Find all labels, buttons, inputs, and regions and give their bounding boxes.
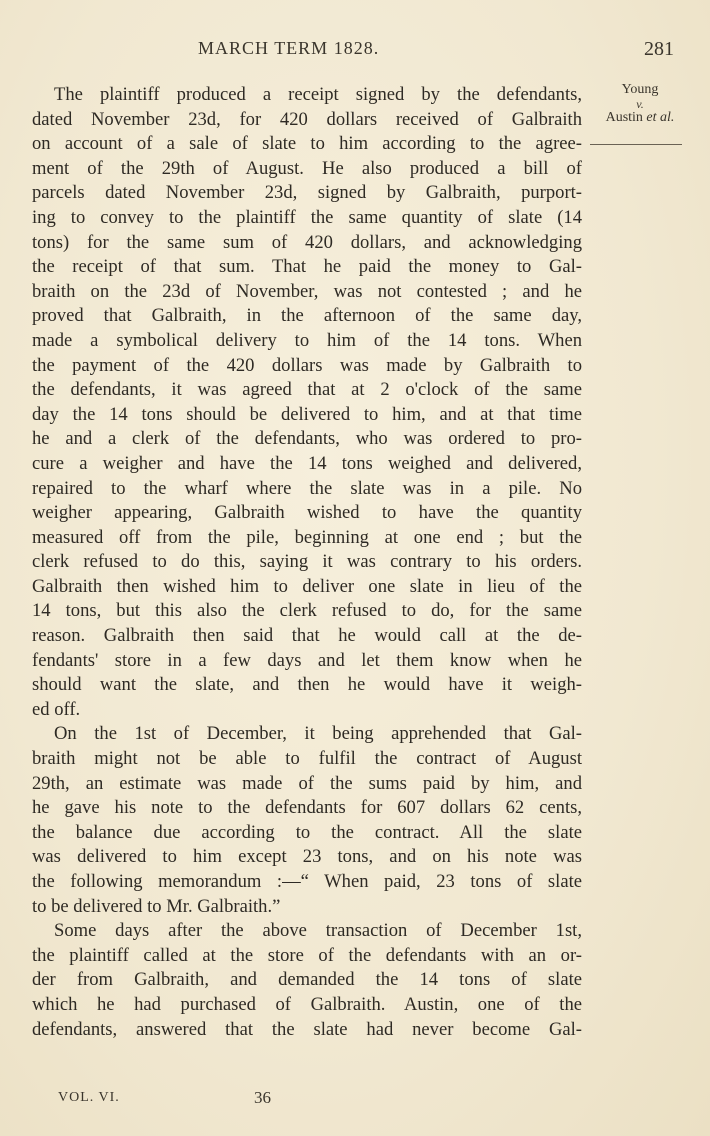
text-line: measured off from the pile, beginning at one end ; but the (32, 526, 582, 548)
text-line: On the 1st of December, it being apprehended that Gal- (54, 723, 582, 745)
text-line: made a symbolical delivery to him of the 14 tons. When (32, 329, 582, 351)
body-text (32, 83, 582, 1042)
text-line: braith might not be able to fulfil the contract of August (32, 748, 582, 770)
text-line: braith on the 23d of November, was not contested ; and he (32, 280, 582, 302)
text-line: parcels dated November 23d, signed by Galbraith, purport- (32, 182, 582, 204)
text-line: cure a weigher and have the 14 tons weighed and delivered, (32, 452, 582, 474)
text-line: the payment of the 420 dollars was made by Galbraith to (32, 354, 582, 376)
text-line: should want the slate, and then he would have it weigh- (32, 674, 582, 696)
text-line: ed off. (32, 698, 81, 720)
text-line: proved that Galbraith, in the afternoon of the same day, (32, 305, 582, 327)
paragraph (32, 919, 582, 1042)
sidenote-etal: et al. (646, 110, 675, 125)
text-line: the balance due according to the contract. All the slate (32, 821, 582, 843)
text-line: der from Galbraith, and demanded the 14 tons of slate (32, 969, 582, 991)
case-sidenote (588, 82, 692, 126)
sidenote-divider (590, 144, 682, 145)
text-line: dated November 23d, for 420 dollars received of Galbraith (32, 108, 582, 130)
text-line: was delivered to him except 23 tons, and on his note was (32, 846, 582, 868)
paragraph (32, 722, 582, 919)
text-line: 14 tons, but this also the clerk refused to do, for the same (32, 600, 582, 622)
text-line: on account of a sale of slate to him according to the agree- (32, 133, 582, 155)
text-line: repaired to the wharf where the slate was in a pile. No (32, 477, 582, 499)
text-line: defendants, answered that the slate had never become Gal- (32, 1018, 582, 1040)
volume-label: VOL. VI. (58, 1090, 120, 1105)
sidenote-plaintiff: Young (621, 82, 659, 97)
page-footer (0, 1090, 710, 1112)
text-line: Galbraith then wished him to deliver one slate in lieu of the (32, 575, 582, 597)
running-head (0, 38, 710, 64)
text-line: clerk refused to do this, saying it was contrary to his orders. (32, 551, 582, 573)
text-line: The plaintiff produced a receipt signed by the defendants, (54, 84, 582, 105)
sidenote-versus: v. (636, 97, 644, 111)
running-head-title: MARCH TERM 1828. (198, 38, 380, 58)
text-line: day the 14 tons should be delivered to him, and at that time (32, 403, 582, 425)
text-line: which he had purchased of Galbraith. Austin, one of the (32, 993, 582, 1015)
text-line: ing to convey to the plaintiff the same quantity of slate (14 (32, 206, 582, 228)
text-line: fendants' store in a few days and let them know when he (32, 649, 582, 671)
signature-mark: 36 (254, 1088, 271, 1107)
text-line: reason. Galbraith then said that he would call at the de- (32, 625, 582, 647)
text-line: the plaintiff called at the store of the defendants with an or- (32, 944, 582, 966)
text-line: ment of the 29th of August. He also produced a bill of (32, 157, 582, 179)
text-line: Some days after the above transaction of December 1st, (54, 920, 582, 942)
text-line: the following memorandum :—“ When paid, 23 tons of slate (32, 871, 582, 892)
page-number: 281 (644, 38, 674, 60)
text-line: weigher appearing, Galbraith wished to have the quantity (32, 502, 582, 524)
text-line: tons) for the same sum of 420 dollars, and acknowledging (32, 231, 582, 253)
text-line: he gave his note to the defendants for 607 dollars 62 cents, (32, 797, 582, 819)
paragraph (32, 83, 582, 722)
text-line: the defendants, it was agreed that at 2 o'clock of the same (32, 379, 582, 401)
sidenote-defendant: Austin (605, 110, 643, 125)
text-line: 29th, an estimate was made of the sums paid by him, and (32, 772, 582, 794)
text-line: to be delivered to Mr. Galbraith.” (32, 895, 281, 917)
text-line: the receipt of that sum. That he paid the money to Gal- (32, 256, 582, 278)
sidenote-defendant-line (588, 110, 692, 126)
text-line: he and a clerk of the defendants, who was ordered to pro- (32, 428, 582, 450)
